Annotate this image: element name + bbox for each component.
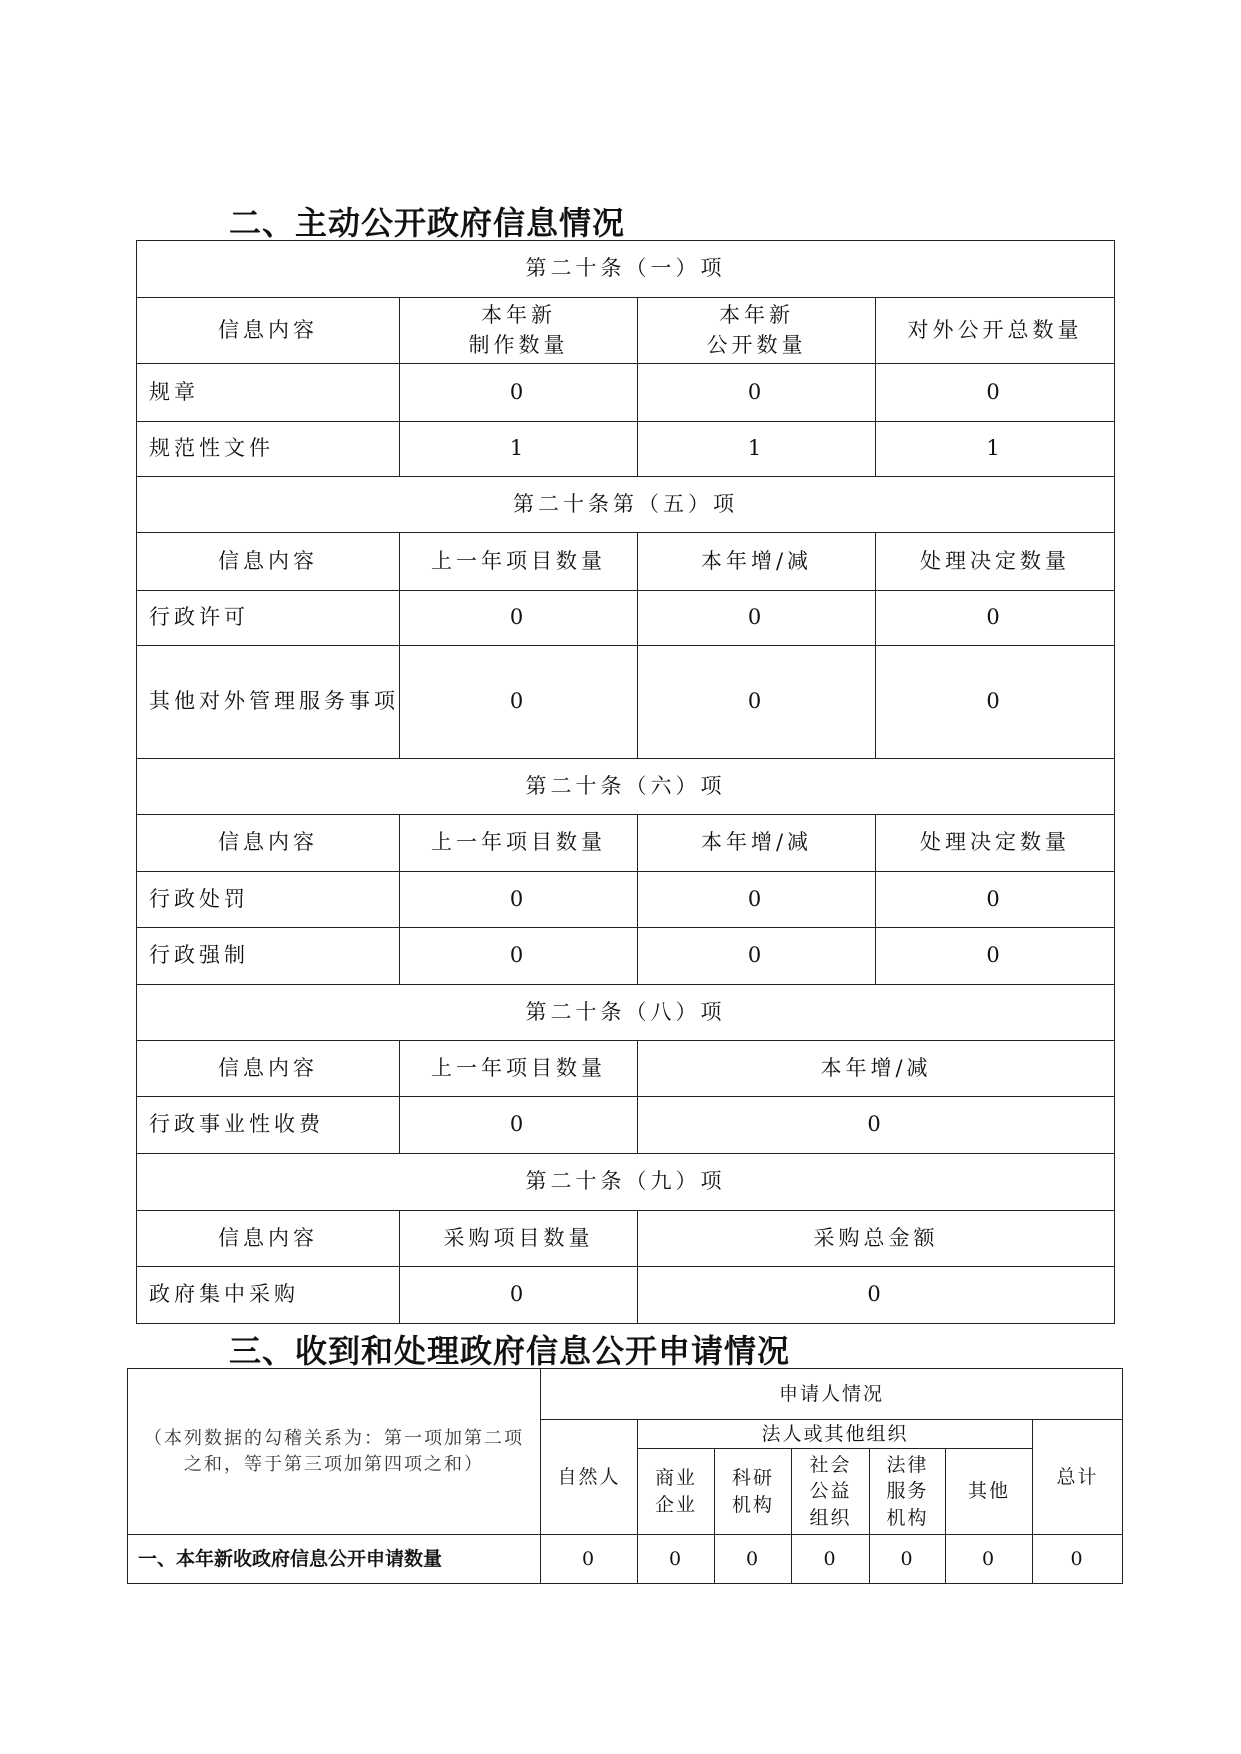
legal-type-header: 其他: [946, 1449, 1033, 1535]
cell-value: 0: [946, 1535, 1033, 1584]
application-table: [127, 1368, 1123, 1584]
row-label: 其他对外管理服务事项: [137, 646, 400, 759]
cell-value: 0: [715, 1535, 792, 1584]
note-cell: （本列数据的勾稽关系为：第一项加第二项之和，等于第三项加第四项之和）: [128, 1369, 541, 1535]
legal-entity-header: 法人或其他组织: [638, 1420, 1033, 1449]
section-heading: 第二十条（一）项: [137, 241, 1115, 298]
legal-type-header: 法律 服务 机构: [870, 1449, 946, 1535]
column-header: 信息内容: [137, 1211, 400, 1267]
column-header: 本年增/减: [638, 1041, 1115, 1097]
section-2-title: 二、主动公开政府信息情况: [229, 204, 626, 242]
column-header: 本年增/减: [638, 815, 876, 872]
cell-value: 0: [876, 872, 1115, 928]
cell-value: 1: [400, 422, 638, 477]
cell-value: 0: [400, 1267, 638, 1324]
cell-value: 1: [638, 422, 876, 477]
cell-value: 0: [876, 928, 1115, 985]
cell-value: 0: [638, 928, 876, 985]
row-label: 行政强制: [137, 928, 400, 985]
cell-value: 0: [876, 364, 1115, 422]
column-header: 本年增/减: [638, 533, 876, 591]
applicant-header: 申请人情况: [541, 1369, 1123, 1420]
column-header: 对外公开总数量: [876, 298, 1115, 364]
total-header: 总计: [1033, 1420, 1123, 1535]
cell-value: 0: [870, 1535, 946, 1584]
cell-value: 0: [400, 872, 638, 928]
section-heading: 第二十条（九）项: [137, 1154, 1115, 1211]
column-header: 上一年项目数量: [400, 533, 638, 591]
legal-type-header: 社会 公益 组织: [792, 1449, 870, 1535]
cell-value: 0: [638, 872, 876, 928]
cell-value: 0: [876, 591, 1115, 646]
row-label: 规范性文件: [137, 422, 400, 477]
row-label: 行政许可: [137, 591, 400, 646]
section-heading: 第二十条（八）项: [137, 985, 1115, 1041]
cell-value: 0: [638, 646, 876, 759]
section-heading: 第二十条（六）项: [137, 759, 1115, 815]
column-header: 信息内容: [137, 533, 400, 591]
row-label: 规章: [137, 364, 400, 422]
cell-value: 0: [638, 1267, 1115, 1324]
column-header: 信息内容: [137, 298, 400, 364]
column-header: 本年新 公开数量: [638, 298, 876, 364]
cell-value: 1: [876, 422, 1115, 477]
cell-value: 0: [400, 646, 638, 759]
natural-person-header: 自然人: [541, 1420, 638, 1535]
cell-value: 0: [400, 928, 638, 985]
cell-value: 0: [876, 646, 1115, 759]
cell-value: 0: [638, 1097, 1115, 1154]
proactive-disclosure-table: [136, 240, 1115, 1324]
cell-value: 0: [792, 1535, 870, 1584]
column-header: 处理决定数量: [876, 815, 1115, 872]
cell-value: 0: [638, 1535, 715, 1584]
column-header: 上一年项目数量: [400, 815, 638, 872]
cell-value: 0: [541, 1535, 638, 1584]
row-label: 行政处罚: [137, 872, 400, 928]
legal-type-header: 科研 机构: [715, 1449, 792, 1535]
section-heading: 第二十条第（五）项: [137, 477, 1115, 533]
column-header: 采购总金额: [638, 1211, 1115, 1267]
column-header: 上一年项目数量: [400, 1041, 638, 1097]
column-header: 信息内容: [137, 815, 400, 872]
cell-value: 0: [400, 1097, 638, 1154]
column-header: 采购项目数量: [400, 1211, 638, 1267]
cell-value: 0: [400, 591, 638, 646]
legal-type-header: 商业 企业: [638, 1449, 715, 1535]
cell-value: 0: [638, 364, 876, 422]
cell-value: 0: [1033, 1535, 1123, 1584]
row-label: 行政事业性收费: [137, 1097, 400, 1154]
row-label: 一、本年新收政府信息公开申请数量: [128, 1535, 541, 1584]
column-header: 信息内容: [137, 1041, 400, 1097]
cell-value: 0: [400, 364, 638, 422]
row-label: 政府集中采购: [137, 1267, 400, 1324]
cell-value: 0: [638, 591, 876, 646]
column-header: 处理决定数量: [876, 533, 1115, 591]
section-3-title: 三、收到和处理政府信息公开申请情况: [229, 1332, 791, 1370]
column-header: 本年新 制作数量: [400, 298, 638, 364]
